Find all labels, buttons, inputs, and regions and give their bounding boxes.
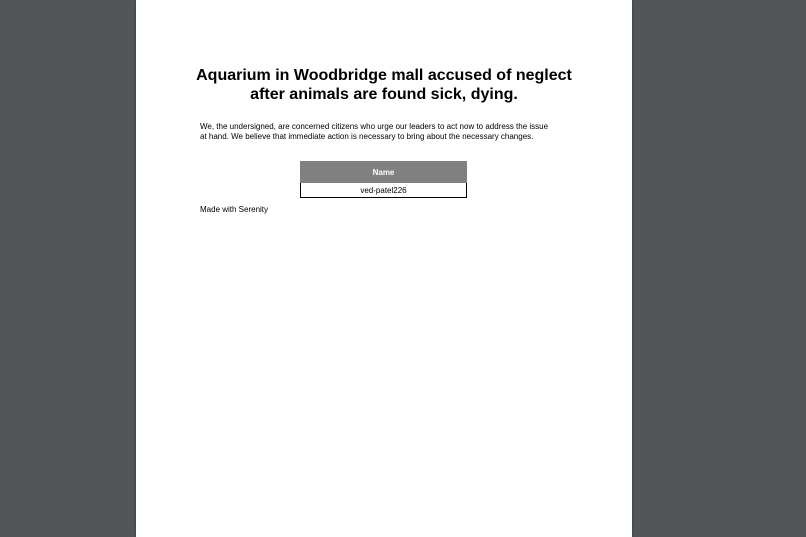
- pdf-page: [136, 0, 632, 537]
- table-header-row: [301, 162, 467, 183]
- petition-statement-line: We, the undersigned, are concerned citizens who urge our leaders to act now to address the issue: [200, 122, 549, 131]
- table-row: [301, 183, 467, 198]
- made-with-footer: Made with Serenity: [200, 205, 269, 214]
- signature-name-cell: ved-patel226: [301, 183, 467, 198]
- petition-title-line: Aquarium in Woodbridge mall accused of neglect: [196, 67, 572, 84]
- petition-title-line: after animals are found sick, dying.: [250, 86, 518, 103]
- signatures-table: [300, 161, 467, 198]
- name-column-header: Name: [301, 162, 467, 183]
- petition-title: [136, 66, 632, 104]
- petition-statement-line: at hand. We believe that immediate action is necessary to bring about the necessary changes.: [200, 132, 534, 141]
- petition-statement: [200, 122, 572, 142]
